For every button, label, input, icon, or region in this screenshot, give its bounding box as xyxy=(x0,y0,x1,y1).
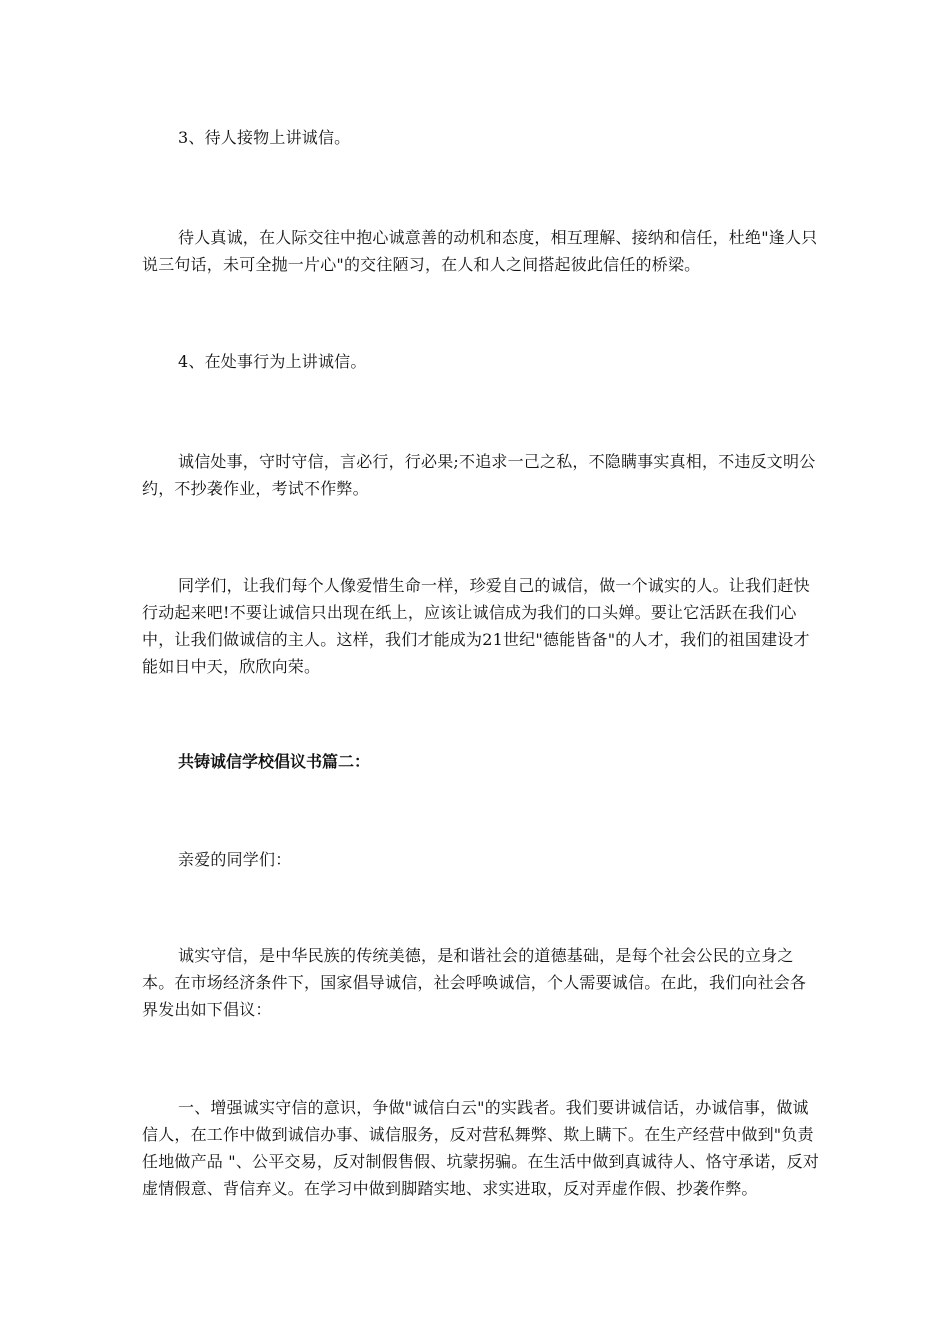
paragraph-call-to-action: 同学们，让我们每个人像爱惜生命一样，珍爱自己的诚信，做一个诚实的人。让我们赶快行动起来吧!不要让诚信只出现在纸上，应该让诚信成为我们的口头婵。要让它活跃在我们心中，让我们做诚信的主人。这样，我们才能成为21世纪"德能皆备"的人才，我们的祖国建设才能如日中天，欣欣向荣。 xyxy=(142,576,810,676)
article-2-title: 共铸诚信学校倡议书篇二： xyxy=(178,752,371,771)
paragraph-sincere-conduct: 诚信处事，守时守信，言必行，行必果;不追求一己之私，不隐瞒事实真相，不违反文明公约，不抄袭作业，考试不作弊。 xyxy=(142,452,816,498)
paragraph-proposal-one: 一、增强诚实守信的意识，争做"诚信白云"的实践者。我们要讲诚信话，办诚信事，做诚信人，在工作中做到诚信办事、诚信服务，反对营私舞弊、欺上瞒下。在生产经营中做到"负责任地做产品 "、公平交易，反对制假售假、坑蒙拐骗。在生活中做到真诚待人、恪守承诺，反对虚情假意、背信弃义。在学习中做到脚踏实地、求实进取，反对弄虚作假、抄袭作弊。 xyxy=(142,1098,820,1198)
salutation: 亲爱的同学们： xyxy=(178,850,292,869)
paragraph-integrity-intro: 诚实守信，是中华民族的传统美德，是和谐社会的道德基础，是每个社会公民的立身之本。在市场经济条件下，国家倡导诚信，社会呼唤诚信，个人需要诚信。在此，我们向社会各界发出如下倡议： xyxy=(142,946,807,1019)
paragraph-sincere-treatment: 待人真诚，在人际交往中抱心诚意善的动机和态度，相互理解、接纳和信任，杜绝"逢人只说三句话，未可全抛一片心"的交往陋习，在人和人之间搭起彼此信任的桥梁。 xyxy=(142,228,818,274)
section-3-heading: 3、待人接物上讲诚信。 xyxy=(178,128,351,147)
section-4-heading: 4、在处事行为上讲诚信。 xyxy=(178,352,367,371)
